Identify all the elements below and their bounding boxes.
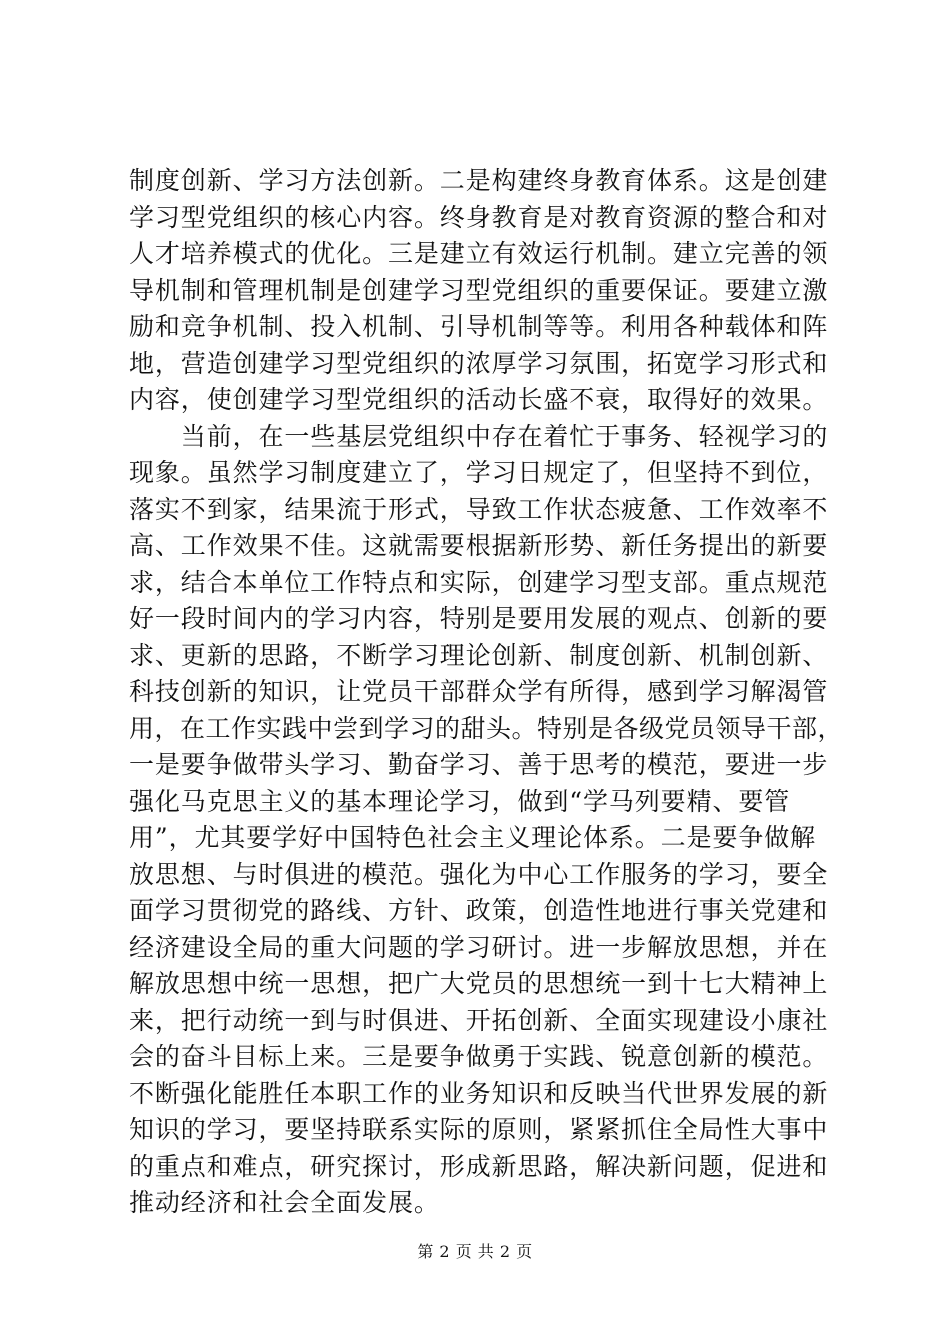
text-line: 制度创新、学习方法创新。二是构建终身教育体系。这是创建 — [129, 166, 829, 195]
text-line: 用，在工作实践中尝到学习的甜头。特别是各级党员领导干部， — [129, 713, 844, 743]
text-line: 好一段时间内的学习内容，特别是要用发展的观点、创新的要 — [129, 604, 829, 633]
text-line: 强化马克思主义的基本理论学习，做到“学马列要精、要管 — [129, 786, 791, 816]
text-line: 人才培养模式的优化。三是建立有效运行机制。建立完善的领 — [129, 239, 829, 268]
text-line: 求、更新的思路，不断学习理论创新、制度创新、机制创新、 — [129, 640, 829, 670]
text-line: 知识的学习，要坚持联系实际的原则，紧紧抓住全局性大事中 — [129, 1115, 829, 1144]
text-line: 经济建设全局的重大问题的学习研讨。进一步解放思想，并在 — [129, 932, 829, 962]
text-line: 面学习贯彻党的路线、方针、政策，创造性地进行事关党建和 — [129, 896, 829, 925]
text-line: 导机制和管理机制是创建学习型党组织的重要保证。要建立激 — [129, 275, 829, 305]
text-line: 科技创新的知识，让党员干部群众学有所得，感到学习解渴管 — [129, 677, 829, 706]
text-line: 学习型党组织的核心内容。终身教育是对教育资源的整合和对 — [129, 202, 829, 232]
text-line: 求，结合本单位工作特点和实际，创建学习型支部。重点规范 — [129, 567, 829, 597]
text-line: 解放思想中统一思想，把广大党员的思想统一到十七大精神上 — [129, 969, 829, 998]
text-line: 现象。虽然学习制度建立了，学习日规定了，但坚持不到位， — [129, 458, 829, 487]
text-line: 的重点和难点，研究探讨，形成新思路，解决新问题，促进和 — [129, 1151, 829, 1181]
text-line: 推动经济和社会全面发展。 — [129, 1188, 440, 1217]
text-line: 当前，在一些基层党组织中存在着忙于事务、轻视学习的 — [129, 421, 829, 451]
text-line: 放思想、与时俱进的模范。强化为中心工作服务的学习，要全 — [129, 859, 829, 889]
text-line: 用”，尤其要学好中国特色社会主义理论体系。二是要争做解 — [129, 823, 817, 852]
page-footer — [0, 1241, 950, 1263]
text-line: 高、工作效果不佳。这就需要根据新形势、新任务提出的新要 — [129, 531, 829, 560]
text-line: 一是要争做带头学习、勤奋学习、善于思考的模范，要进一步 — [129, 750, 829, 779]
text-line: 励和竞争机制、投入机制、引导机制等等。利用各种载体和阵 — [129, 312, 829, 341]
text-line: 会的奋斗目标上来。三是要争做勇于实践、锐意创新的模范。 — [129, 1042, 829, 1071]
text-line: 不断强化能胜任本职工作的业务知识和反映当代世界发展的新 — [129, 1078, 829, 1108]
page-number-label: 第 2 页 共 2 页 — [417, 1242, 533, 1261]
text-line: 落实不到家，结果流于形式，导致工作状态疲惫、工作效率不 — [129, 494, 829, 524]
body-text — [129, 163, 844, 1222]
text-line: 内容，使创建学习型党组织的活动长盛不衰，取得好的效果。 — [129, 385, 829, 414]
text-line: 地，营造创建学习型党组织的浓厚学习氛围，拓宽学习形式和 — [129, 348, 829, 378]
text-line: 来，把行动统一到与时俱进、开拓创新、全面实现建设小康社 — [129, 1005, 829, 1035]
